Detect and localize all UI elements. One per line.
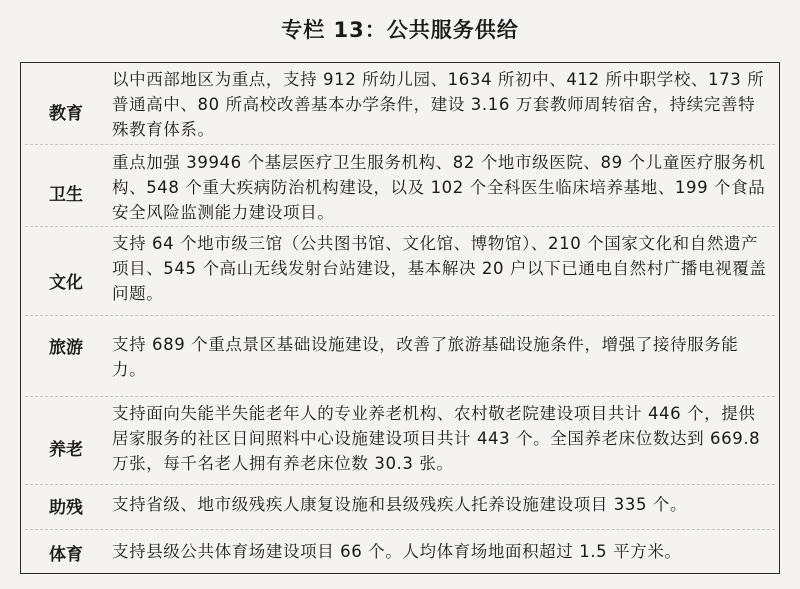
row-divider xyxy=(25,396,775,397)
content-table xyxy=(20,62,780,574)
section-label: 助残 xyxy=(49,498,83,518)
section-label: 教育 xyxy=(49,104,83,124)
section-text: 支持面向失能半失能老年人的专业养老机构、农村敬老院建设项目共计 446 个，提供居家服务的社区日间照料中心设施建设项目共计 443 个。全国养老床位数达到 669.8 万张，每千名老人拥有养老床位数 30.3 张。 xyxy=(112,404,761,473)
section-label: 文化 xyxy=(49,273,83,293)
row-divider xyxy=(25,529,775,530)
row-divider xyxy=(25,226,775,227)
section-label: 旅游 xyxy=(49,338,83,358)
section-label: 养老 xyxy=(49,440,83,460)
section-label: 卫生 xyxy=(49,185,83,205)
page-title: 专栏 13：公共服务供给 xyxy=(281,18,519,42)
section-text: 重点加强 39946 个基层医疗卫生服务机构、82 个地市级医院、89 个儿童医疗服务机构、548 个重大疾病防治机构建设，以及 102 个全科医生临床培养基地、199 个食品安全风险监测能力建设项目。 xyxy=(112,153,766,222)
section-label: 体育 xyxy=(49,545,83,565)
row-divider xyxy=(25,144,775,145)
section-text: 支持 689 个重点景区基础设施建设，改善了旅游基础设施条件，增强了接待服务能力。 xyxy=(112,335,739,379)
section-text: 支持县级公共体育场建设项目 66 个。人均体育场地面积超过 1.5 平方米。 xyxy=(112,542,682,561)
row-divider xyxy=(25,484,775,485)
section-text: 支持 64 个地市级三馆（公共图书馆、文化馆、博物馆）、210 个国家文化和自然遗产项目、545 个高山无线发射台站建设，基本解决 20 户以下已通电自然村广播电视覆盖问题。 xyxy=(112,234,767,303)
row-divider xyxy=(25,315,775,316)
section-text: 支持省级、地市级残疾人康复设施和县级残疾人托养设施建设项目 335 个。 xyxy=(112,495,688,514)
section-text: 以中西部地区为重点，支持 912 所幼儿园、1634 所初中、412 所中职学校、173 所普通高中、80 所高校改善基本办学条件，建设 3.16 万套教师周转宿舍，持续完善特殊教育体系。 xyxy=(112,70,765,139)
